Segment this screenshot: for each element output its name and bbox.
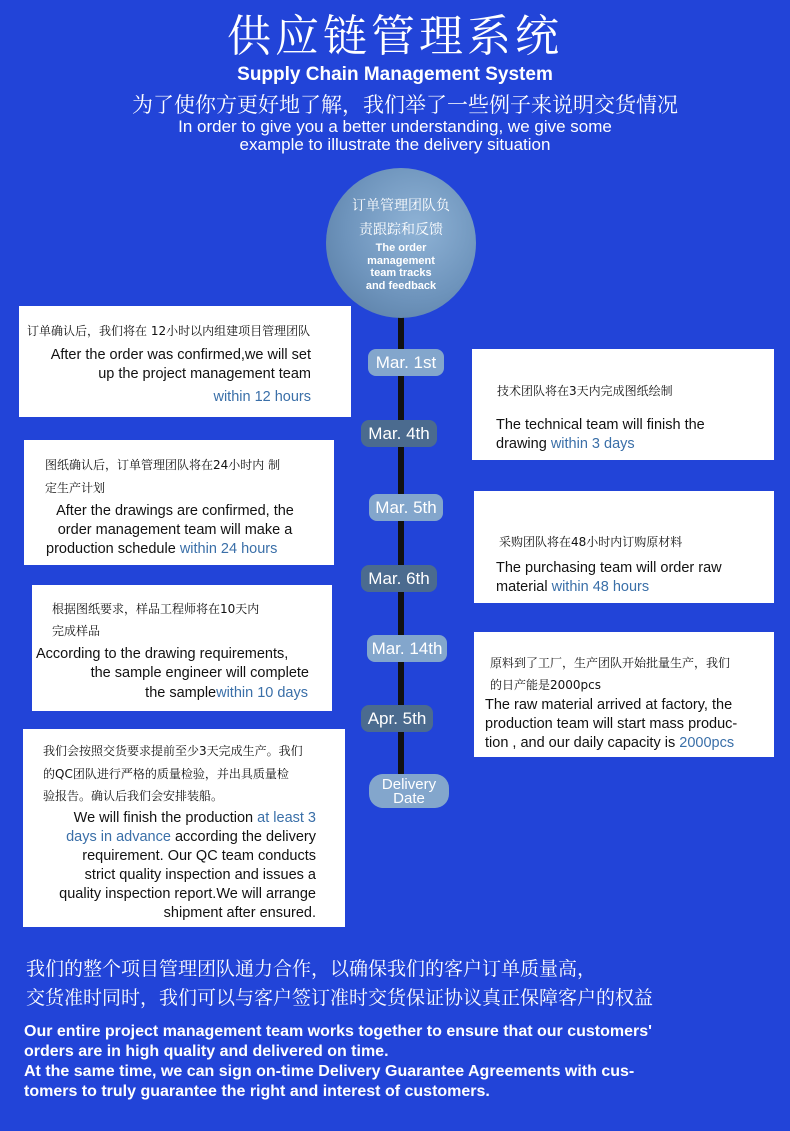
step-4-cn: 采购团队将在48小时内订购原材料 (499, 535, 683, 549)
step-7-en-line-6: shipment after ensured. (163, 905, 316, 921)
date-node-apr-5th: Apr. 5th (361, 705, 433, 732)
hub-text-cn (326, 194, 476, 242)
step-6-en-line-1: The raw material arrived at factory, the (485, 697, 733, 713)
step-6-cn-line-1: 原料到了工厂，生产团队开始批量生产，我们 (490, 656, 731, 670)
step-card-3 (24, 440, 334, 565)
step-card-5 (32, 585, 332, 711)
step-3-en-line-1: After the drawings are confirmed, the (56, 503, 294, 519)
step-5-cn-line-2: 完成样品 (52, 624, 101, 638)
step-2-en-line-2 (496, 435, 766, 454)
step-1-en-line-2: up the project management team (98, 366, 311, 382)
step-7-en-line-1 (23, 809, 316, 828)
step-7-en-text-1: We will finish the production (73, 810, 254, 826)
step-5-highlight: within 10 days (216, 685, 308, 701)
delivery-node-line-2: Date (393, 790, 425, 807)
step-4-en-line-2 (496, 578, 771, 597)
step-3-en-line-3 (46, 540, 331, 559)
step-6-en-line-2: production team will start mass produc- (485, 716, 738, 732)
footer-cn-line-2: 交货准时同时，我们可以与客户签订准时交货保证协议真正保障客户的权益 (26, 987, 654, 1009)
step-3-cn-line-1: 图纸确认后，订单管理团队将在24小时内 制 (45, 458, 281, 472)
step-3-cn-line-2: 定生产计划 (45, 481, 106, 495)
step-7-cn-line-3: 验报告。确认后我们会安排装船。 (43, 789, 224, 803)
step-7-highlight-2: days in advance (66, 829, 171, 845)
hub-en-line-3: team tracks (370, 267, 432, 279)
step-2-cn: 技术团队将在3天内完成图纸绘制 (497, 384, 673, 398)
hub-en-line-2: management (367, 254, 435, 267)
step-7-en-line-4: strict quality inspection and issues a (84, 867, 316, 883)
hub-cn-line-2: 责跟踪和反馈 (359, 222, 443, 238)
footer-summary-cn (26, 955, 786, 1013)
step-1-cn: 订单确认后，我们将在 12小时以内组建项目管理团队 (27, 324, 311, 338)
step-7-en-line-2 (23, 828, 316, 847)
step-7-cn-line-2: 的QC团队进行严格的质量检验，并出具质量检 (43, 767, 289, 781)
step-7-en-line-5: quality inspection report.We will arrange (59, 886, 316, 902)
step-7-cn-line-1: 我们会按照交货要求提前至少3天完成生产。我们 (43, 744, 303, 758)
subtitle-cn: 为了使你方更好地了解，我们举了一些例子来说明交货情况 (132, 93, 678, 117)
hub-cn-line-1: 订单管理团队负 (352, 198, 450, 214)
step-2-en-text: drawing (496, 436, 547, 452)
date-node-mar-14th: Mar. 14th (367, 635, 447, 662)
delivery-node-line-1: Delivery (381, 776, 437, 793)
footer-en-line-2: orders are in high quality and delivered on time. (24, 1043, 389, 1060)
step-5-en-line-2: the sample engineer will complete (90, 665, 309, 681)
date-node-mar-4th: Mar. 4th (361, 420, 437, 447)
step-1-en-line-1: After the order was confirmed,we will set (50, 347, 311, 363)
step-7-en-line-3: requirement. Our QC team conducts (82, 848, 316, 864)
step-card-6 (474, 632, 774, 757)
step-6-cn-line-2: 的日产能是2000pcs (490, 678, 602, 692)
step-5-en-line-1: According to the drawing requirements, (36, 646, 289, 662)
step-card-2 (472, 349, 774, 460)
step-4-highlight: within 48 hours (551, 579, 650, 595)
step-4-en-text: material (496, 579, 548, 595)
subtitle-en (0, 118, 790, 154)
hub-text-en (351, 242, 451, 292)
step-4-en-line-1: The purchasing team will order raw (496, 560, 722, 576)
subtitle-en-line-1: In order to give you a better understanding, we give some (178, 117, 612, 136)
order-management-hub (326, 168, 476, 318)
footer-en-line-1: Our entire project management team works together to ensure that our customers' (24, 1023, 652, 1040)
step-5-en-text: the sample (145, 685, 217, 701)
page-title-cn: 供应链管理系统 (227, 11, 563, 62)
date-node-delivery (369, 774, 449, 808)
step-card-4 (474, 491, 774, 603)
date-node-mar-5th: Mar. 5th (369, 494, 443, 521)
step-card-7 (23, 729, 345, 927)
footer-summary-en (24, 1022, 784, 1102)
step-6-en-text: tion , and our daily capacity is (485, 735, 676, 751)
subtitle-en-line-2: example to illustrate the delivery situation (239, 135, 551, 154)
step-5-cn-line-1: 根据图纸要求，样品工程师将在10天内 (52, 602, 260, 616)
step-3-highlight: within 24 hours (179, 541, 278, 557)
footer-en-line-3: At the same time, we can sign on-time Delivery Guarantee Agreements with cus- (24, 1063, 635, 1080)
step-2-en-line-1: The technical team will finish the (496, 417, 705, 433)
footer-en-line-4: tomers to truly guarantee the right and interest of customers. (24, 1083, 490, 1100)
step-5-en-line-3 (32, 684, 308, 703)
step-3-en-text: production schedule (46, 541, 176, 557)
step-2-highlight: within 3 days (550, 436, 635, 452)
step-3-en-line-2: order management team will make a (57, 522, 293, 538)
step-card-1 (19, 306, 351, 417)
page-title-en: Supply Chain Management System (237, 64, 553, 85)
date-node-mar-1st: Mar. 1st (368, 349, 444, 376)
step-1-highlight: within 12 hours (213, 389, 311, 405)
step-6-en-line-3 (485, 734, 773, 753)
step-6-highlight: 2000pcs (679, 735, 735, 751)
date-node-mar-6th: Mar. 6th (361, 565, 437, 592)
hub-en-line-1: The order (375, 242, 427, 254)
step-7-en-text-2: according the delivery (174, 829, 316, 845)
hub-en-line-4: and feedback (365, 279, 437, 292)
footer-cn-line-1: 我们的整个项目管理团队通力合作，以确保我们的客户订单质量高， (26, 958, 597, 980)
step-7-highlight-1: at least 3 (257, 810, 316, 826)
